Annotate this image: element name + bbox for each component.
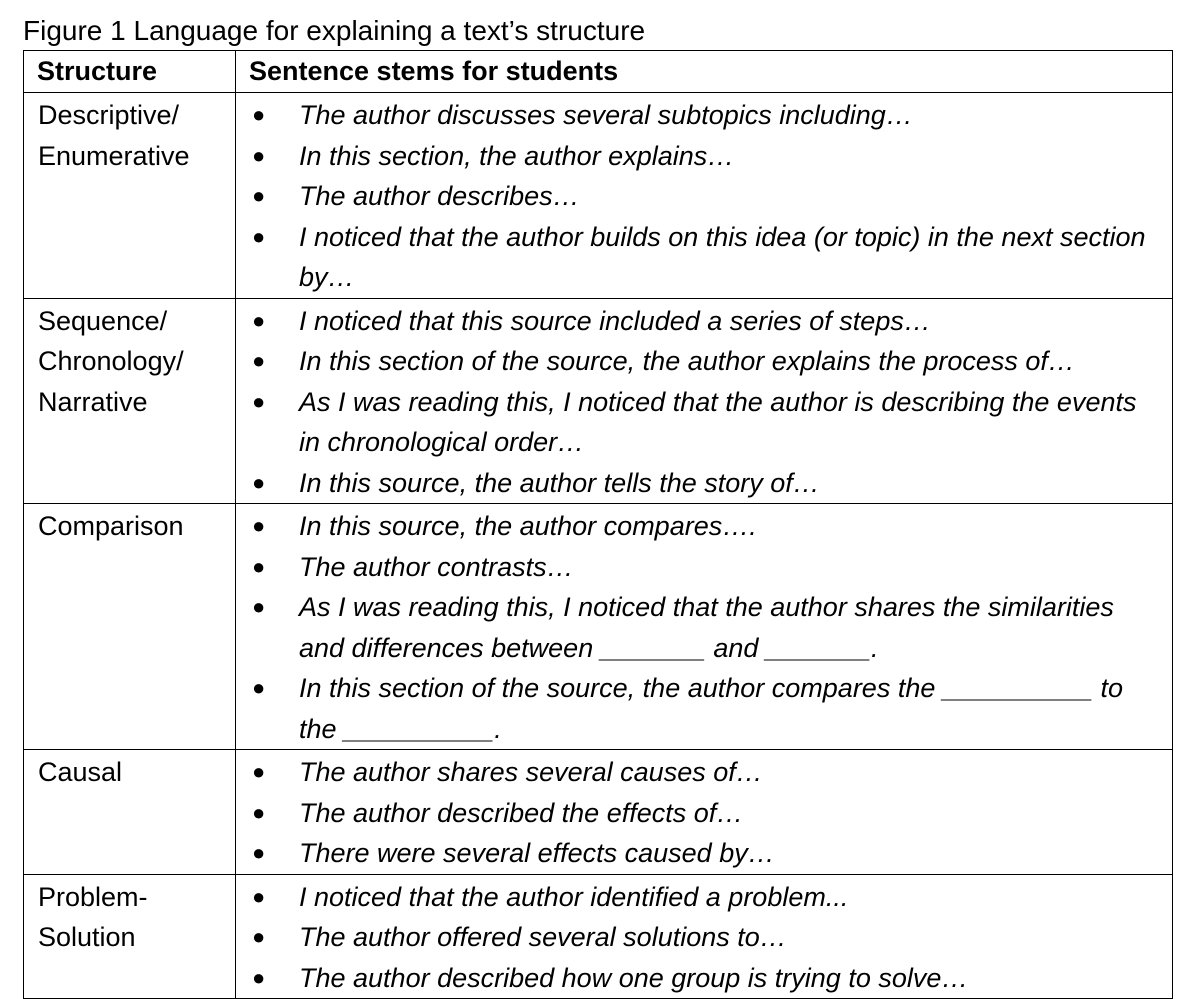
sentence-stem-list xyxy=(236,752,1172,874)
structure-label-line: Narrative xyxy=(38,386,148,417)
structure-label-line: Descriptive/ xyxy=(38,100,180,130)
structure-label-line: Comparison xyxy=(38,511,184,541)
bullet-icon: ● xyxy=(252,594,266,619)
sentence-stems-cell xyxy=(236,750,1173,875)
bullet-icon: ● xyxy=(252,223,266,249)
bullet-icon: ● xyxy=(252,675,266,700)
structure-label-line: Problem- xyxy=(38,881,148,912)
bullet-icon: ● xyxy=(252,469,266,495)
sentence-stem-text: In this section of the source, the author explains the process of… xyxy=(299,346,1075,376)
sentence-stem-text: As I was reading this, I noticed that the author shares the similarities and differences between _______ and _______. xyxy=(299,592,1122,663)
sentence-stem-list xyxy=(236,95,1172,298)
structure-label-line: Chronology/ xyxy=(38,346,184,376)
sentence-stem-text: In this source, the author compares…. xyxy=(299,511,757,541)
sentence-stem-list xyxy=(236,301,1172,504)
figure-caption: Figure 1 Language for explaining a text’s structure xyxy=(23,15,646,46)
bullet-icon: ● xyxy=(252,553,266,579)
sentence-stem-text: I noticed that the author builds on this idea (or topic) in the next section by… xyxy=(299,221,1154,292)
sentence-stem-text: I noticed that this source included a series of steps… xyxy=(299,305,931,336)
header-structure: Structure xyxy=(24,51,236,93)
bullet-icon: ● xyxy=(252,924,266,949)
bullet-icon: ● xyxy=(252,799,266,825)
sentence-stem-text: The author described the effects of… xyxy=(299,797,744,828)
sentence-stem-item xyxy=(236,217,1172,298)
sentence-stems-cell xyxy=(236,93,1173,299)
table-row xyxy=(24,298,1173,504)
sentence-stems-cell xyxy=(236,504,1173,750)
bullet-icon: ● xyxy=(252,388,266,414)
sentence-stem-item xyxy=(236,668,1172,749)
sentence-stem-item xyxy=(236,301,1172,342)
sentence-stem-item xyxy=(236,877,1172,918)
sentence-stem-text: The author shares several causes of… xyxy=(299,757,763,787)
sentence-stems-cell xyxy=(236,874,1173,999)
sentence-stem-text: The author described how one group is trying to solve… xyxy=(299,962,969,993)
sentence-stem-text: In this source, the author tells the story of… xyxy=(299,467,820,498)
sentence-stems-cell xyxy=(236,298,1173,504)
header-sentence-stems: Sentence stems for students xyxy=(236,51,1173,93)
sentence-stem-item xyxy=(236,793,1172,834)
sentence-stem-text: In this section of the source, the author compares the __________ to the __________. xyxy=(299,673,1131,744)
table-body xyxy=(24,93,1173,999)
sentence-stem-text: The author describes… xyxy=(299,181,580,211)
bullet-icon: ● xyxy=(252,840,266,865)
sentence-stem-text: In this section, the author explains… xyxy=(299,140,735,171)
sentence-stem-item xyxy=(236,547,1172,588)
sentence-stem-item xyxy=(236,917,1172,958)
bullet-icon: ● xyxy=(252,513,266,538)
sentence-stem-item xyxy=(236,463,1172,504)
sentence-stem-text: I noticed that the author identified a problem... xyxy=(299,881,849,912)
sentence-stem-list xyxy=(236,877,1172,999)
table-row xyxy=(24,750,1173,875)
structure-cell xyxy=(24,750,236,875)
bullet-icon: ● xyxy=(252,102,266,127)
bullet-icon: ● xyxy=(252,883,266,909)
sentence-stem-item xyxy=(236,136,1172,177)
bullet-icon: ● xyxy=(252,307,266,333)
sentence-stem-text: The author offered several solutions to… xyxy=(299,922,787,952)
sentence-stem-item xyxy=(236,587,1172,668)
sentence-stem-list xyxy=(236,506,1172,749)
structure-cell xyxy=(24,504,236,750)
structure-label-line: Causal xyxy=(38,757,123,787)
structure-cell xyxy=(24,93,236,299)
structure-label-line: Solution xyxy=(38,922,136,952)
structure-label-line: Enumerative xyxy=(38,140,190,171)
bullet-icon: ● xyxy=(252,142,266,168)
sentence-stem-item xyxy=(236,382,1172,463)
structure-label-line: Sequence/ xyxy=(38,305,168,336)
sentence-stem-text: There were several effects caused by… xyxy=(299,838,775,868)
bullet-icon: ● xyxy=(252,964,266,990)
sentence-stem-item xyxy=(236,176,1172,217)
structure-cell xyxy=(24,874,236,999)
bullet-icon: ● xyxy=(252,348,266,373)
structure-cell xyxy=(24,298,236,504)
sentence-stem-text: The author discusses several subtopics including… xyxy=(299,100,913,130)
table-row xyxy=(24,93,1173,299)
table-row xyxy=(24,504,1173,750)
structure-table xyxy=(23,50,1173,999)
sentence-stem-text: As I was reading this, I noticed that the author is describing the events in chronological order… xyxy=(299,386,1144,457)
sentence-stem-item xyxy=(236,958,1172,999)
table-row xyxy=(24,874,1173,999)
sentence-stem-text: The author contrasts… xyxy=(299,551,574,582)
sentence-stem-item xyxy=(236,95,1172,136)
sentence-stem-item xyxy=(236,506,1172,547)
sentence-stem-item xyxy=(236,752,1172,793)
bullet-icon: ● xyxy=(252,759,266,784)
sentence-stem-item xyxy=(236,833,1172,874)
table-header-row xyxy=(24,51,1173,93)
sentence-stem-item xyxy=(236,341,1172,382)
bullet-icon: ● xyxy=(252,183,266,208)
